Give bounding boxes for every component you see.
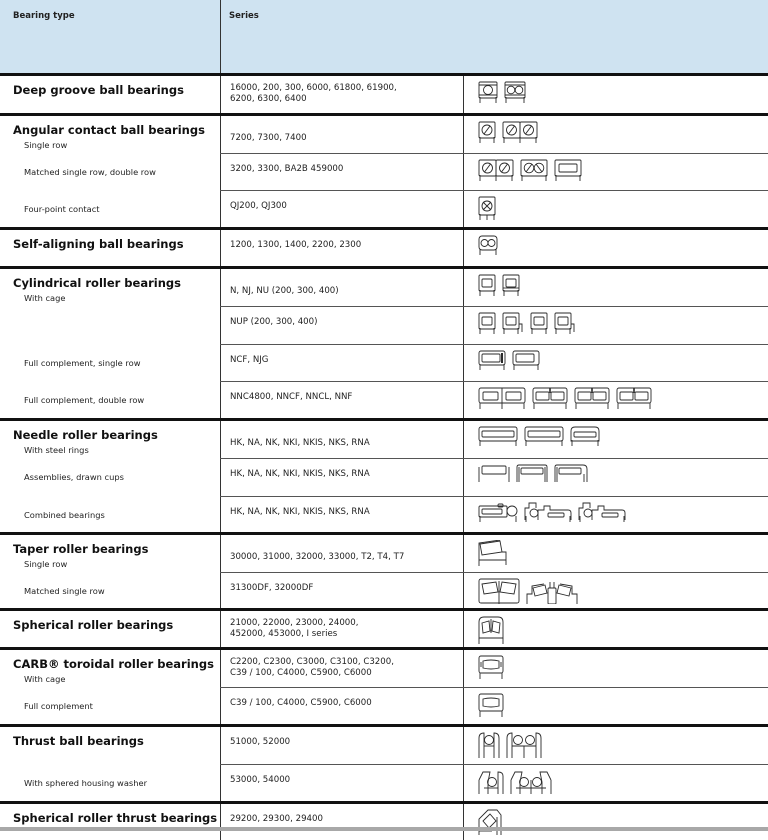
bearing-type-cell [0,804,220,840]
bearing-type-cell [0,611,220,647]
series-cell [220,535,463,572]
bearing-diagram-cell [463,497,768,532]
spherical-roller-icon [478,616,504,644]
bearing-type-cell [0,765,220,801]
needle-cup-open-icon [554,464,588,482]
self-aligning-icon [478,235,498,255]
bearing-group [0,608,768,647]
bearing-diagram-cell [463,76,768,113]
series-cell [220,573,463,608]
bearing-group [0,227,768,266]
table-row [0,458,768,496]
series-text: 3200, 3300, BA2B 459000 [230,164,344,174]
cyl-full-double-wide-icon [478,387,526,409]
cyl-nj-icon [502,274,520,296]
bearing-diagram-cell [463,459,768,496]
table-row [0,572,768,608]
bearing-type-cell [0,154,220,190]
taper-df-spacer-icon [526,578,578,604]
bearing-subtype-label: With sphered housing washer [24,778,148,788]
table-header [0,0,768,73]
table-row [0,269,768,306]
bearing-diagram-cell [463,116,768,153]
table-row [0,687,768,724]
series-text: NNC4800, NNCF, NNCL, NNF [230,392,353,402]
series-cell [220,459,463,496]
cyl-nup-icon [478,312,496,334]
bearing-type-title: Angular contact ball bearings [13,123,205,137]
series-cell [220,307,463,344]
bearing-diagram-cell [463,535,768,572]
bearing-type-title: Spherical roller thrust bearings [13,811,218,825]
bearing-type-cell [0,727,220,764]
bearing-group [0,266,768,418]
spherical-thrust-icon [478,809,502,835]
series-text: 1200, 1300, 1400, 2200, 2300 [230,240,362,250]
series-cell [220,611,463,647]
series-cell [220,688,463,724]
cyl-nup-flange-icon [554,312,576,334]
bearing-type-cell [0,382,220,418]
series-cell [220,727,463,764]
bearing-group [0,418,768,532]
sealed-double-icon [554,159,582,181]
bearing-type-cell [0,421,220,458]
table-row [0,344,768,381]
bearing-type-cell [0,116,220,153]
series-text: 7200, 7300, 7400 [230,133,307,143]
bearing-diagram-cell [463,154,768,190]
bearing-subtype-label: Full complement, double row [24,395,145,405]
needle-cup-icon [478,464,510,482]
cyl-nup-flange-icon [502,312,524,334]
bearing-diagram-cell [463,804,768,840]
table-row [0,535,768,572]
bearing-group [0,801,768,840]
bearing-diagram-cell [463,573,768,608]
thrust-double-icon [506,732,542,758]
series-text: N, NJ, NU (200, 300, 400) [230,286,339,296]
table-row [0,230,768,266]
series-text: 29200, 29300, 29400 [230,814,323,824]
deep-groove-single-icon [478,81,498,103]
bearing-diagram-cell [463,688,768,724]
bearing-subtype-label: With steel rings [24,445,89,455]
bearing-type-cell [0,650,220,687]
series-cell [220,421,463,458]
table-row [0,611,768,647]
bearing-type-cell [0,76,220,113]
angular-single-icon [478,121,496,143]
bearing-type-cell [0,345,220,381]
bearing-subtype-label: With cage [24,293,66,303]
series-text: C2200, C2300, C3000, C3100, C3200, [230,657,394,667]
taper-df-icon [478,578,520,604]
table-row [0,381,768,418]
series-cell [220,230,463,266]
bearing-diagram-cell [463,230,768,266]
bearing-subtype-label: Matched single row, double row [24,167,156,177]
cyl-n-icon [478,274,496,296]
needle-combined-ball-icon [478,502,518,522]
cyl-full-single-b-icon [512,350,540,370]
column-header-bearing-type: Bearing type [13,11,75,21]
series-cell [220,116,463,153]
bearing-diagram-cell [463,382,768,418]
series-text: 51000, 52000 [230,737,291,747]
bearing-subtype-label: Single row [24,559,68,569]
series-text: QJ200, QJ300 [230,201,287,211]
needle-ring-icon [524,426,564,446]
deep-groove-double-icon [504,81,526,103]
bearing-type-cell [0,535,220,572]
series-text: HK, NA, NK, NKI, NKIS, NKS, RNA [230,438,370,448]
bearing-diagram-cell [463,421,768,458]
series-cell [220,497,463,532]
bearing-subtype-label: Four-point contact [24,204,100,214]
bearing-type-title: CARB® toroidal roller bearings [13,657,214,671]
series-cell [220,650,463,687]
series-cell [220,269,463,306]
carb-full-icon [478,693,504,717]
bearing-table [0,73,768,840]
column-header-series: Series [229,11,259,21]
series-cell [220,345,463,381]
bearing-subtype-label: Assemblies, drawn cups [24,472,124,482]
cyl-n-icon [530,312,548,334]
column-divider [220,0,221,73]
bearing-diagram-cell [463,345,768,381]
bearing-type-title: Self-aligning ball bearings [13,237,184,251]
table-row [0,306,768,344]
needle-combined-thrust-icon [578,502,626,522]
angular-double-icon [520,159,548,181]
needle-cup-closed-icon [516,464,548,482]
needle-combined-thrust-icon [524,502,572,522]
bearing-type-title: Spherical roller bearings [13,618,174,632]
table-row [0,190,768,227]
series-text: 6200, 6300, 6400 [230,94,307,104]
series-cell [220,804,463,840]
bearing-type-cell [0,269,220,306]
series-text: C39 / 100, C4000, C5900, C6000 [230,698,372,708]
bearing-type-title: Needle roller bearings [13,428,158,442]
bearing-type-cell [0,573,220,608]
bearing-subtype-label: With cage [24,674,66,684]
bearing-subtype-label: Matched single row [24,586,105,596]
series-text: 21000, 22000, 23000, 24000, [230,618,359,628]
bearing-diagram-cell [463,611,768,647]
table-row [0,496,768,532]
table-row [0,764,768,801]
carb-cage-icon [478,655,504,679]
four-point-icon [478,196,496,220]
table-row [0,76,768,113]
bearing-diagram-cell [463,191,768,227]
bearing-subtype-label: Combined bearings [24,510,105,520]
table-row [0,116,768,153]
series-text: HK, NA, NK, NKI, NKIS, NKS, RNA [230,507,370,517]
cyl-full-double-icon [532,387,568,409]
thrust-single-icon [478,732,500,758]
bearing-diagram-cell [463,307,768,344]
angular-pair-icon [478,159,514,181]
table-row [0,153,768,190]
table-row [0,727,768,764]
bearing-group [0,647,768,724]
cyl-full-double-icon [574,387,610,409]
table-row [0,804,768,840]
needle-ring-icon [478,426,518,446]
bearing-type-cell [0,307,220,344]
bearing-type-cell [0,688,220,724]
series-cell [220,765,463,801]
thrust-sphered-double-icon [510,770,552,794]
table-row [0,650,768,687]
cyl-full-single-icon [478,350,506,370]
series-cell [220,382,463,418]
series-text: HK, NA, NK, NKI, NKIS, NKS, RNA [230,469,370,479]
bearing-diagram-cell [463,727,768,764]
series-text: NUP (200, 300, 400) [230,317,318,327]
series-text: 53000, 54000 [230,775,291,785]
bearing-group [0,73,768,113]
series-text: 16000, 200, 300, 6000, 61800, 61900, [230,83,397,93]
series-cell [220,76,463,113]
taper-single-icon [478,540,508,566]
bearing-type-cell [0,191,220,227]
angular-pair-icon [502,121,538,143]
bearing-group [0,113,768,227]
bearing-type-cell [0,459,220,496]
thrust-sphered-single-icon [478,770,504,794]
cyl-full-double-icon [616,387,652,409]
series-text: C39 / 100, C4000, C5900, C6000 [230,668,372,678]
bearing-type-cell [0,230,220,266]
series-cell [220,154,463,190]
page-bottom-edge [0,827,768,831]
table-row [0,421,768,458]
bearing-diagram-cell [463,650,768,687]
series-cell [220,191,463,227]
bearing-diagram-cell [463,765,768,801]
bearing-diagram-cell [463,269,768,306]
bearing-group [0,532,768,608]
bearing-subtype-label: Full complement [24,701,93,711]
series-text: 31300DF, 32000DF [230,583,314,593]
bearing-type-title: Deep groove ball bearings [13,83,184,97]
bearing-subtype-label: Single row [24,140,68,150]
series-text: NCF, NJG [230,355,269,365]
bearing-subtype-label: Full complement, single row [24,358,141,368]
needle-ring-cap-icon [570,426,600,446]
bearing-type-title: Cylindrical roller bearings [13,276,181,290]
bearing-type-title: Taper roller bearings [13,542,149,556]
series-text: 452000, 453000, I series [230,629,338,639]
bearing-type-cell [0,497,220,532]
series-text: 30000, 31000, 32000, 33000, T2, T4, T7 [230,552,405,562]
bearing-type-title: Thrust ball bearings [13,734,144,748]
bearing-group [0,724,768,801]
